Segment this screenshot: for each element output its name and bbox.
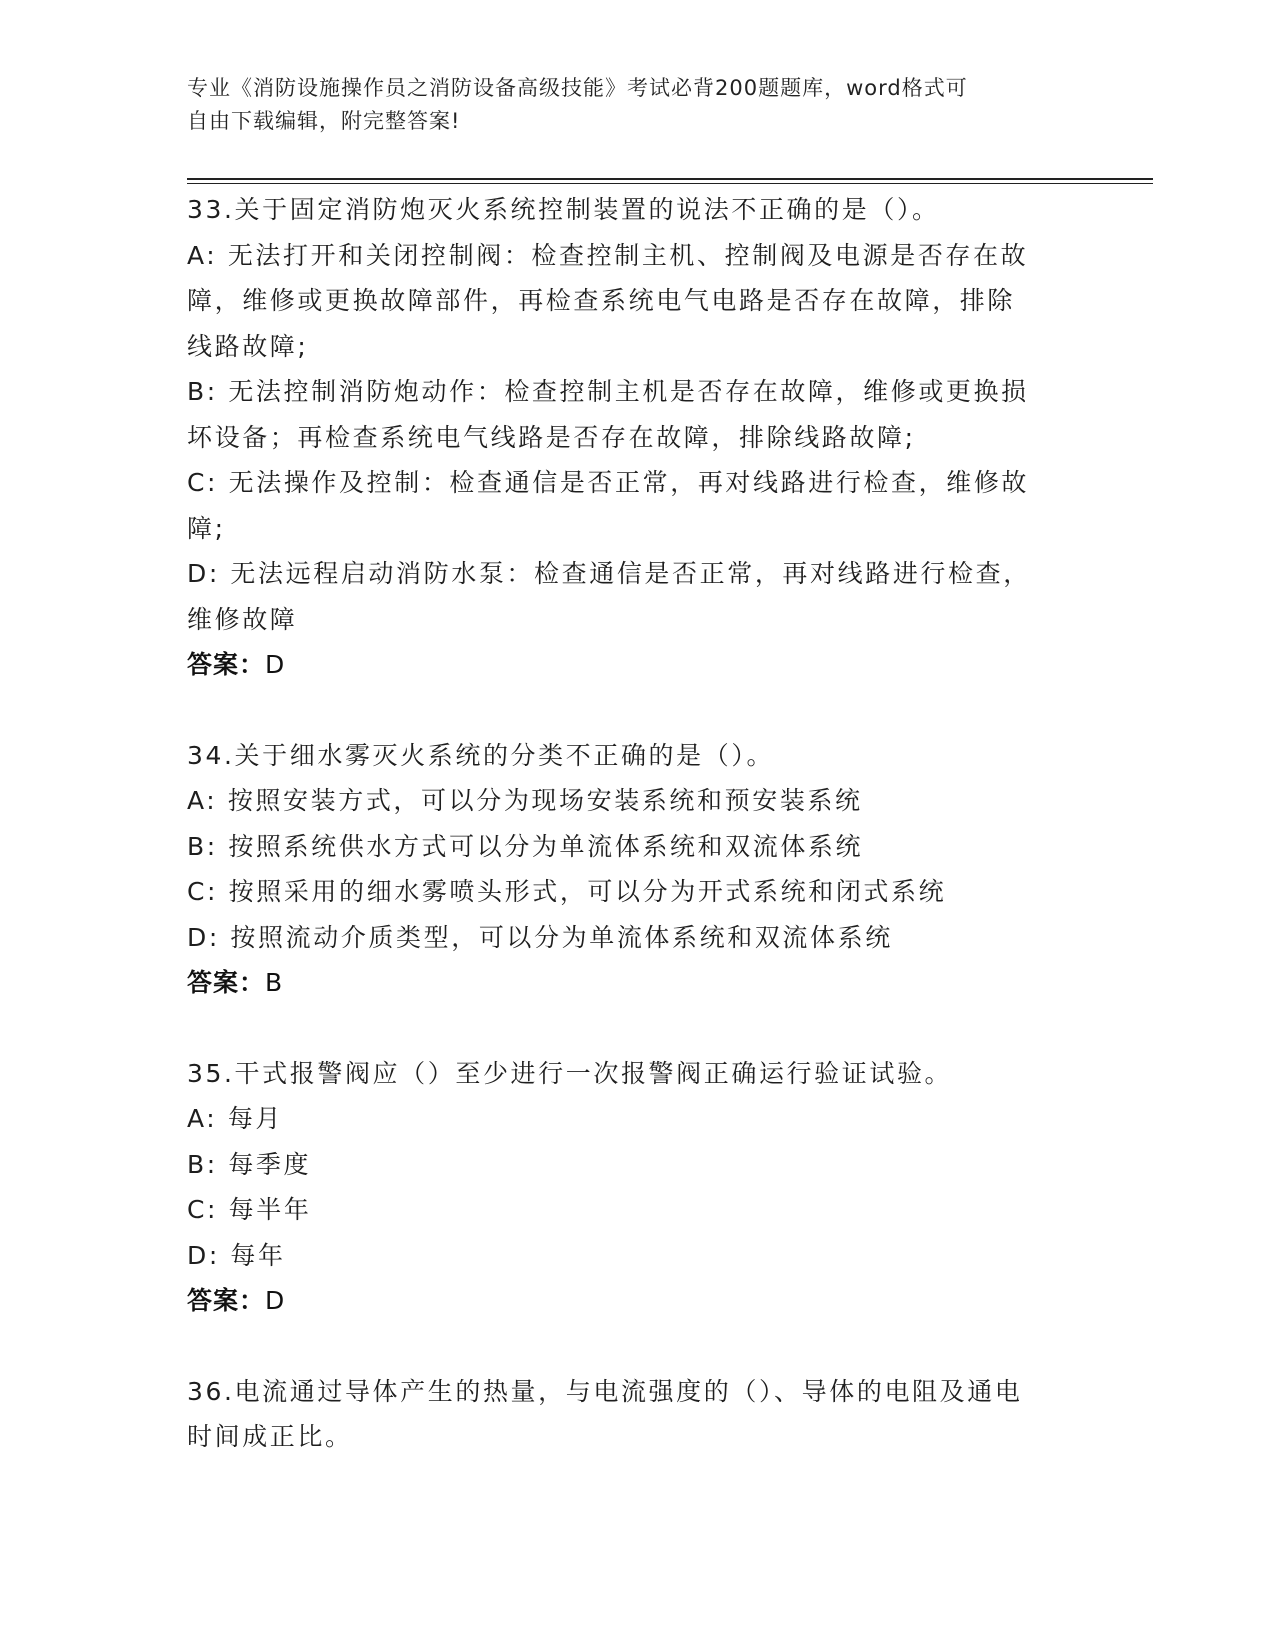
option-b: B: 按照系统供水方式可以分为单流体系统和双流体系统 <box>187 831 864 861</box>
answer-label: 答案： <box>187 1286 266 1315</box>
option-a-line-2: 障，维修或更换故障部件，再检查系统电气电路是否存在故障，排除 <box>187 286 1016 315</box>
option-c-line-2: 障; <box>187 513 226 543</box>
option-c: C: 每半年 <box>187 1195 312 1224</box>
question-34 <box>187 733 1067 1006</box>
answer-line <box>187 1278 1067 1324</box>
question-stem: 35.干式报警阀应（）至少进行一次报警阀正确运行验证试验。 <box>187 1058 953 1088</box>
option-d-line-1: D: 无法远程启动消防水泵：检查通信是否正常，再对线路进行检查， <box>187 559 1031 588</box>
question-list <box>187 187 1067 1505</box>
document-header <box>187 72 1067 138</box>
option-b-line-2: 坏设备；再检查系统电气线路是否存在故障，排除线路故障; <box>187 422 916 452</box>
question-stem: 33.关于固定消防炮灭火系统控制装置的说法不正确的是（）。 <box>187 195 940 224</box>
answer-line <box>187 642 1067 688</box>
question-33 <box>187 187 1067 688</box>
header-divider-thick <box>187 178 1153 180</box>
question-stem: 34.关于细水雾灭火系统的分类不正确的是（）。 <box>187 740 775 770</box>
answer-label: 答案： <box>187 650 266 679</box>
question-35 <box>187 1051 1067 1324</box>
answer-value: D <box>265 1286 286 1315</box>
question-stem-line-1: 36.电流通过导体产生的热量，与电流强度的（）、导体的电阻及通电 <box>187 1376 1023 1406</box>
option-c-line-1: C: 无法操作及控制：检查通信是否正常，再对线路进行检查，维修故 <box>187 468 1030 497</box>
header-line-2: 自由下载编辑，附完整答案! <box>187 109 461 133</box>
header-divider-thin <box>187 183 1153 184</box>
option-a: A: 每月 <box>187 1104 284 1133</box>
option-b-line-1: B: 无法控制消防炮动作：检查控制主机是否存在故障，维修或更换损 <box>187 377 1029 406</box>
option-d: D: 每年 <box>187 1240 286 1270</box>
question-36 <box>187 1369 1067 1460</box>
option-c: C: 按照采用的细水雾喷头形式，可以分为开式系统和闭式系统 <box>187 877 947 906</box>
option-d: D: 按照流动介质类型，可以分为单流体系统和双流体系统 <box>187 922 893 952</box>
answer-line <box>187 960 1067 1006</box>
option-a: A: 按照安装方式，可以分为现场安装系统和预安装系统 <box>187 786 863 815</box>
header-line-1: 专业《消防设施操作员之消防设备高级技能》考试必背200题题库，word格式可 <box>187 76 968 100</box>
option-d-line-2: 维修故障 <box>187 604 298 634</box>
answer-label: 答案： <box>187 968 266 997</box>
option-a-line-1: A: 无法打开和关闭控制阀：检查控制主机、控制阀及电源是否存在故 <box>187 240 1029 270</box>
question-stem-line-2: 时间成正比。 <box>187 1422 353 1451</box>
option-b: B: 每季度 <box>187 1149 312 1179</box>
answer-value: B <box>265 968 284 997</box>
option-a-line-3: 线路故障; <box>187 331 309 361</box>
answer-value: D <box>265 650 286 679</box>
